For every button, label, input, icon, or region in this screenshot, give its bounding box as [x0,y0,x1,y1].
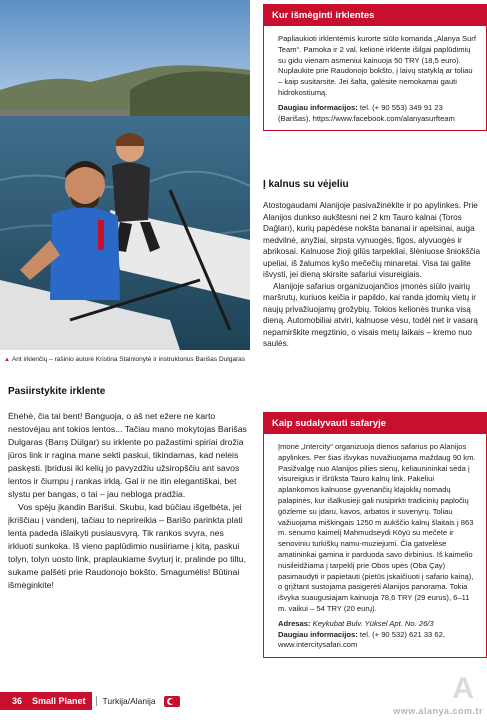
info-label: Daugiau informacijos: [278,102,358,112]
address-label: Adresas: [278,618,311,628]
paddleboard-photo [0,0,250,350]
info-value: tel. (+ 90 532) 621 33 62, www.intercitysafari.com [278,629,445,650]
info-label: Daugiau informacijos: [278,629,358,639]
info-box-body [264,26,486,130]
info-box-title: Kaip sudalyvauti safaryje [264,413,486,434]
page-footer [0,692,250,710]
address-value: Keykubat Bulv. Yüksel Apt. No. 26/3 [312,618,434,628]
watermark-url: www.alanya.com.tr [393,706,483,716]
info-box-text: Papliaukioti irklentėmis kurorte siūlo komanda „Alanya Surf Team“. Pamoka ir 2 val. kelionė irklente išilgai paplūdimių su gidu vienam asmeniui kainuoja 50 TRY (18,5 euro). Nuplaukite prie Raudonojo bokšto, į laivų statyklą ar toliau – kaip susitarsite. Jei šalta, galėsite nemokamai gauti hidrokostiumą. [278,34,476,97]
left-heading: Pasiirstykite irklente [8,386,106,397]
middle-paragraph: Alanijoje safarius organizuojančios įmonės siūlo įvairių maršrutų, kuriuos keičia ir papildo, kai randa įdomių vietų ir naujų privažiuojamų grožybių. Tokios kelionės trunka visą dieną. Automobiliai atviri, kalnuose vėsu, todėl net ir vasarą nepamirškite megztinio, o visais metų laikais – kremo nuo saulės. [263,281,478,348]
hero-photo [0,0,250,350]
left-paragraph: Vos spėju įkandin Barišui. Skubu, kad būčiau išgelbėta, jei įkriščiau į vandenį, tačiau to neprireikia – Barišo parinkta plati lenta padeda išlaikyti pusiausvyrą. Tik rankos svyra, nes irkluoti sunkoka. Iš vieno paplūdimio nusiiriame į kitą, paskui tolyn, tolyn uosto link, praplaukiame švyturį ir, pralinde po tiltu, sukame palšėti prie Raudonojo bokšto. Smagumėlis! Būtinai išmėginkite! [8,502,247,590]
info-box-paddleboard [263,4,487,131]
magazine-brand: Small Planet [26,692,92,710]
info-box-text: Įmonė „Intercity“ organizuoja dienos safarius po Alanijos apylinkes. Per šias išvykas nuvažiuojama maždaug 90 km. Pasižvalgę nuo Alanijos pilies sienų, keliaunininkai sėda į visureigius ir išrūksta Tauro kalnų link. Pakeliui aplankomos kalnuose gyvenančių klajoklių nomadų palapinės, kur išalkusieji gali nusipirkti tradicinių papločių gözleme su įdaru, kavos, arbatos ir suvenyrų. Toliau važiuojama miškingais 1250 m aukščio kalnų šlaitais į 863 m. senumo kaimelį Mahmudseydi Köyü su mečete ir senoviniu turkiškų namu-muziejumi. Čia gatvelėse amatininkai gamina ir parduoda savo dirbinius. Iš kaimelio nusileidžiama į tarpeklį prie Obos upės (Oba Çay) pasimaudyti ir papietauti (pietūs įskaičiuoti į safario kainą), o grįžtant sustojama pasigerėti Alanijos panorama. Tokia išvyka suaugusiajam kainuoja 78,6 TRY (29 eurus), 6–11 m. vaikui – 54 TRY (20 eurų). [278,442,476,613]
region-label: Turkija/Alanija [96,696,162,706]
caption-triangle-icon: ▲ [4,357,10,363]
middle-paragraph: Atostogaudami Alanijoje pasivažinėkite ir po apylinkes. Prie Alanijos dunkso aukštesni nei 2 km Tauro kalnai (Toros Dağları), kurių papėdėse nokšta bananai ir apelsinai, auga medvilnė, anyžiai, sirpsta vynuogės, figos, alyvuogės ir abrikosai. Kalnuose žioji gilūs tarpekliai, šlėniuose šniokščia upeliai, iš žalumos kyšo mečečių minaretai. Visa tai galite išvysti, jei dieną skirsite safariui visureigiais. [263,201,481,279]
page-number: 36 [0,692,26,710]
turkey-flag-icon [164,696,180,707]
left-paragraph: Ėhėhė, čia tai bent! Banguoja, o aš net ežere ne karto nestovėjau ant tokios lentos... Tačiau mano mokytojas Barišas Dulgaras (Barış Dülgar) su irklente po pažastimi spiriai drožia jūros link ir ragina mane sekti paskui, tikindamas, kad neleis paskęsti. Įbridusi iki kelių jo pavyzdžiu užsiropščiu ant savos lentos ir čiumpu į rankas irklą. Gal ir ne itin elegantiškai, bet slystu per bangas, o tai – jau nebloga pradžia. [8,411,247,499]
middle-article [263,200,485,350]
middle-heading: Į kalnus su vėjeliu [263,179,349,190]
info-value: tel. (+ 90 553) 349 91 23 (Barišas), https://www.facebook.com/alanyasurfteam [278,102,455,123]
caption-text: Ant irklenčių – rašinio autorė Kristina Stalnionytė ir instruktorius Barišas Dulgaras [11,356,245,363]
info-box-safari [263,412,487,658]
info-box-body [264,434,486,657]
left-article [8,410,250,592]
watermark-logo: A [452,672,475,705]
info-box-title: Kur išmėginti irklentes [264,5,486,26]
photo-caption [4,356,248,364]
